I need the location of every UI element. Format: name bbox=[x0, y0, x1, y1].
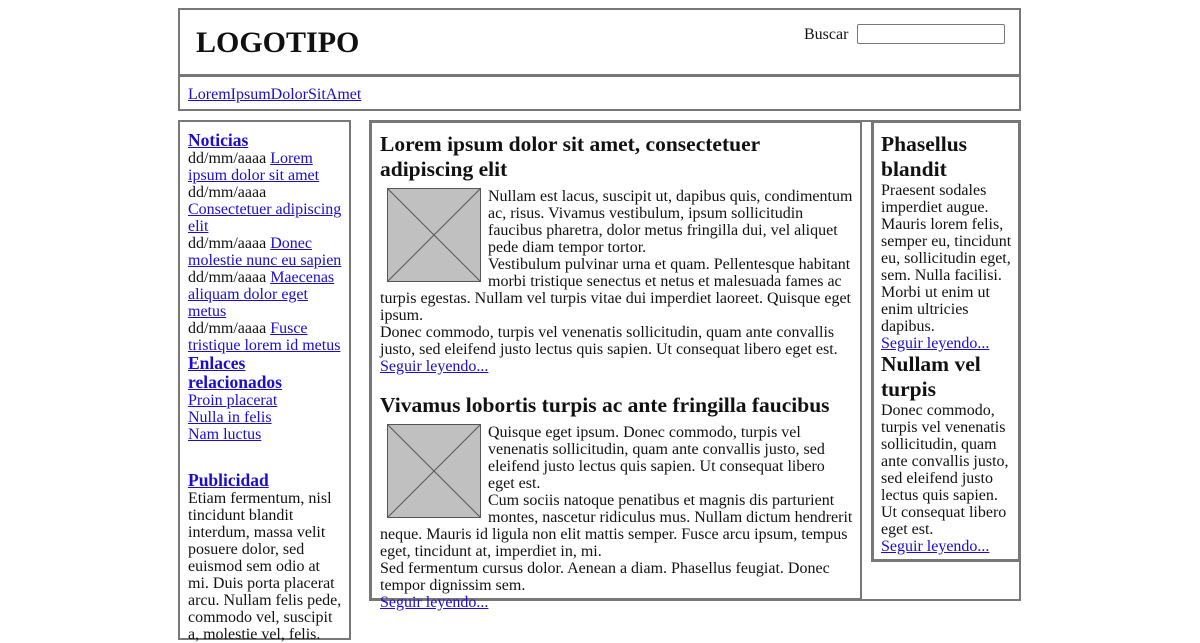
sidebar-title: Nullam vel turpis bbox=[881, 352, 981, 401]
article-paragraph: Nullam est lacus, suscipit ut, dapibus quis, condimentum ac, risus. Vivamus vestibulum, ipsum sollicitudin faucibus pharetra, dolor metus fringilla dui, vel aliquet pede diam tempor tortor. bbox=[488, 188, 853, 256]
news-item bbox=[188, 269, 342, 320]
read-more-link[interactable]: Seguir leyendo... bbox=[380, 358, 489, 375]
news-item bbox=[188, 320, 342, 354]
logo: LOGOTIPO bbox=[196, 26, 360, 59]
news-date: dd/mm/aaaa bbox=[188, 150, 267, 167]
read-more-link[interactable]: Seguir leyendo... bbox=[881, 538, 990, 555]
news-heading-link[interactable]: Noticias bbox=[188, 130, 249, 150]
read-more-link[interactable]: Seguir leyendo... bbox=[881, 335, 990, 352]
related-link[interactable]: Nam luctus bbox=[188, 426, 262, 443]
image-placeholder-icon bbox=[387, 424, 481, 518]
news-date: dd/mm/aaaa bbox=[188, 235, 267, 252]
nav-link[interactable]: LoremIpsumDolorSitAmet bbox=[188, 86, 362, 103]
article-paragraph: Donec commodo, turpis vel venenatis sollicitudin, quam ante convallis justo, sed eleifend justo lectus quis sapien. Ut consequat libero eget est. bbox=[380, 324, 838, 358]
news-item bbox=[188, 184, 342, 235]
article-title: Lorem ipsum dolor sit amet, consectetuer adipiscing elit bbox=[380, 132, 760, 181]
ads-heading-link[interactable]: Publicidad bbox=[188, 470, 269, 490]
sidebar-title: Phasellus blandit bbox=[881, 132, 968, 181]
right-sidebar bbox=[871, 120, 1021, 562]
read-more-link[interactable]: Seguir leyendo... bbox=[380, 594, 489, 611]
article-paragraph: Vestibulum pulvinar urna et quam. Pellentesque habitant morbi tristique senectus et netus et malesuada fames ac turpis egestas. Nullam vel turpis vitae dui imperdiet laoreet. Quisque eget ipsum. bbox=[380, 256, 851, 324]
sidebar-text: Praesent sodales imperdiet augue. Mauris lorem felis, semper eu, tincidunt eu, sollicitudin eget, sem. Nulla facilisi. Morbi ut enim ut enim ultricies dapibus. bbox=[881, 182, 1012, 335]
search-input[interactable] bbox=[857, 24, 1005, 44]
news-list bbox=[188, 150, 342, 354]
news-link[interactable]: Maecenas aliquam dolor eget metus bbox=[188, 269, 335, 320]
ads-text: Etiam fermentum, nisl tincidunt blandit interdum, massa velit posuere dolor, sed euismod sem odio at mi. Duis porta placerat arcu. Nullam felis pede, commodo vel, suscipit a, molestie vel, felis. bbox=[188, 490, 342, 643]
sidebar-text: Donec commodo, turpis vel venenatis sollicitudin, quam ante convallis justo, sed eleifend justo lectus quis sapien. Ut consequat libero eget est. bbox=[881, 402, 1009, 538]
related-link[interactable]: Proin placerat bbox=[188, 392, 278, 409]
article-title: Vivamus lobortis turpis ac ante fringilla faucibus bbox=[380, 393, 830, 417]
search-label: Buscar bbox=[804, 26, 849, 43]
news-item bbox=[188, 150, 342, 184]
header bbox=[178, 8, 1021, 76]
nav-bar bbox=[178, 75, 1021, 111]
article bbox=[380, 393, 853, 611]
news-link[interactable]: Donec molestie nunc eu sapien bbox=[188, 235, 342, 269]
image-placeholder-icon bbox=[387, 188, 481, 282]
article-paragraph: Cum sociis natoque penatibus et magnis dis parturient montes, nascetur ridiculus mus. Nullam dictum hendrerit neque. Mauris id ligula non elit mattis semper. Fusce arcu ipsum, tempus eget, tincidunt at, imperdiet in, mi. bbox=[380, 492, 853, 560]
news-link[interactable]: Fusce tristique lorem id metus bbox=[188, 320, 341, 354]
news-link[interactable]: Lorem ipsum dolor sit amet bbox=[188, 150, 320, 184]
news-link[interactable]: Consectetuer adipiscing elit bbox=[188, 201, 342, 235]
article-paragraph: Sed fermentum cursus dolor. Aenean a diam. Phasellus feugiat. Donec tempor dignissim sem. bbox=[380, 560, 830, 594]
news-date: dd/mm/aaaa bbox=[188, 269, 267, 286]
article bbox=[380, 132, 853, 375]
related-link[interactable]: Nulla in felis bbox=[188, 409, 272, 426]
news-item bbox=[188, 235, 342, 269]
news-date: dd/mm/aaaa bbox=[188, 184, 267, 201]
main-content bbox=[369, 120, 864, 611]
article-paragraph: Quisque eget ipsum. Donec commodo, turpis vel venenatis sollicitudin, quam ante convallis justo, sed eleifend justo lectus quis sapien. Ut consequat libero eget est. bbox=[488, 424, 825, 492]
related-links-heading[interactable]: Enlaces relacionados bbox=[188, 353, 282, 392]
news-date: dd/mm/aaaa bbox=[188, 320, 267, 337]
left-sidebar bbox=[178, 120, 351, 643]
